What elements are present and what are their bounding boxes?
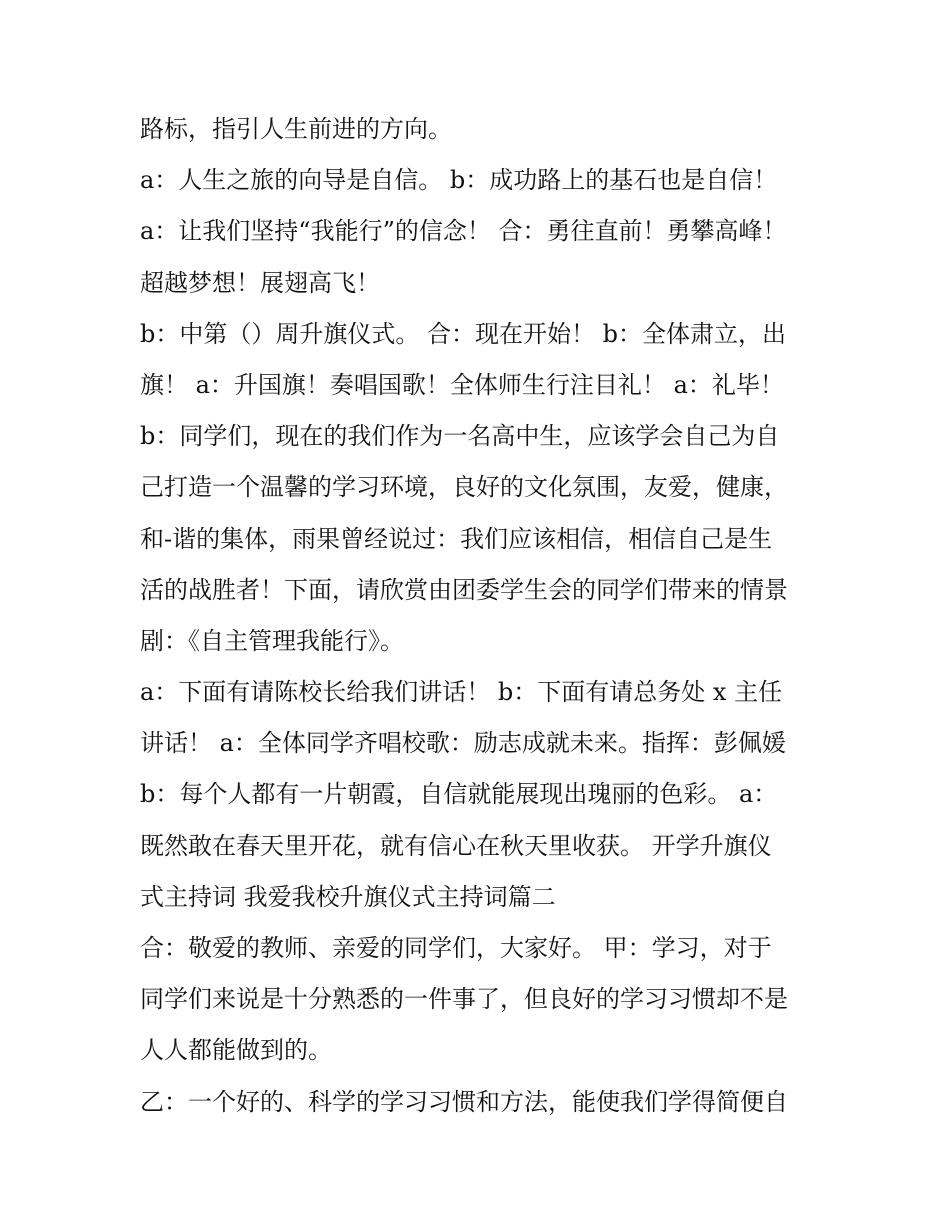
text-line-4: 超越梦想！展翅高飞！ [140, 268, 380, 297]
text-line-1: 路标，指引人生前进的方向。 [140, 115, 452, 143]
text-line-12: a：下面有请陈校长给我们讲话！ b：下面有请总务处 x 主任 [140, 678, 783, 707]
text-line-10: 活的战胜者！下面，请欣赏由团委学生会的同学们带来的情景 [140, 575, 788, 604]
text-line-3: a：让我们坚持“我能行”的信念！ 合：勇往直前！勇攀高峰！ [140, 217, 787, 246]
text-line-15: 既然敢在春天里开花，就有信心在秋天里收获。 开学升旗仪 [140, 831, 772, 860]
text-line-14: b：每个人都有一片朝霞，自信就能展现出瑰丽的色彩。 a： [140, 780, 778, 809]
text-line-20: 乙：一个好的、科学的学习习惯和方法，能使我们学得简便自 [140, 1087, 788, 1116]
text-line-9: 和-谐的集体，雨果曾经说过：我们应该相信，相信自己是生 [140, 524, 773, 553]
text-line-11: 剧：《自主管理我能行》。 [140, 626, 404, 655]
text-line-8: 己打造一个温馨的学习环境，良好的文化氛围，友爱，健康， [140, 473, 788, 502]
text-line-5: b：中第（）周升旗仪式。 合：现在开始！ b：全体肃立，出 [140, 319, 786, 348]
text-line-2: a：人生之旅的向导是自信。 b：成功路上的基石也是自信！ [140, 166, 778, 195]
text-line-16: 式主持词 我爱我校升旗仪式主持词篇二 [140, 882, 556, 911]
text-line-13: 讲话！ a：全体同学齐唱校歌：励志成就未来。指挥：彭佩媛 [140, 729, 786, 758]
text-line-19: 人人都能做到的。 [140, 1036, 332, 1065]
text-line-18: 同学们来说是十分熟悉的一件事了，但良好的学习习惯却不是 [140, 985, 788, 1014]
text-line-7: b：同学们，现在的我们作为一名高中生，应该学会自己为自 [140, 422, 780, 451]
text-line-6: 旗！ a：升国旗！奏唱国歌！全体师生行注目礼！ a：礼毕！ [140, 370, 784, 399]
document-body [140, 104, 820, 1128]
text-line-17: 合：敬爱的教师、亲爱的同学们，大家好。 甲：学习，对于 [140, 934, 772, 962]
